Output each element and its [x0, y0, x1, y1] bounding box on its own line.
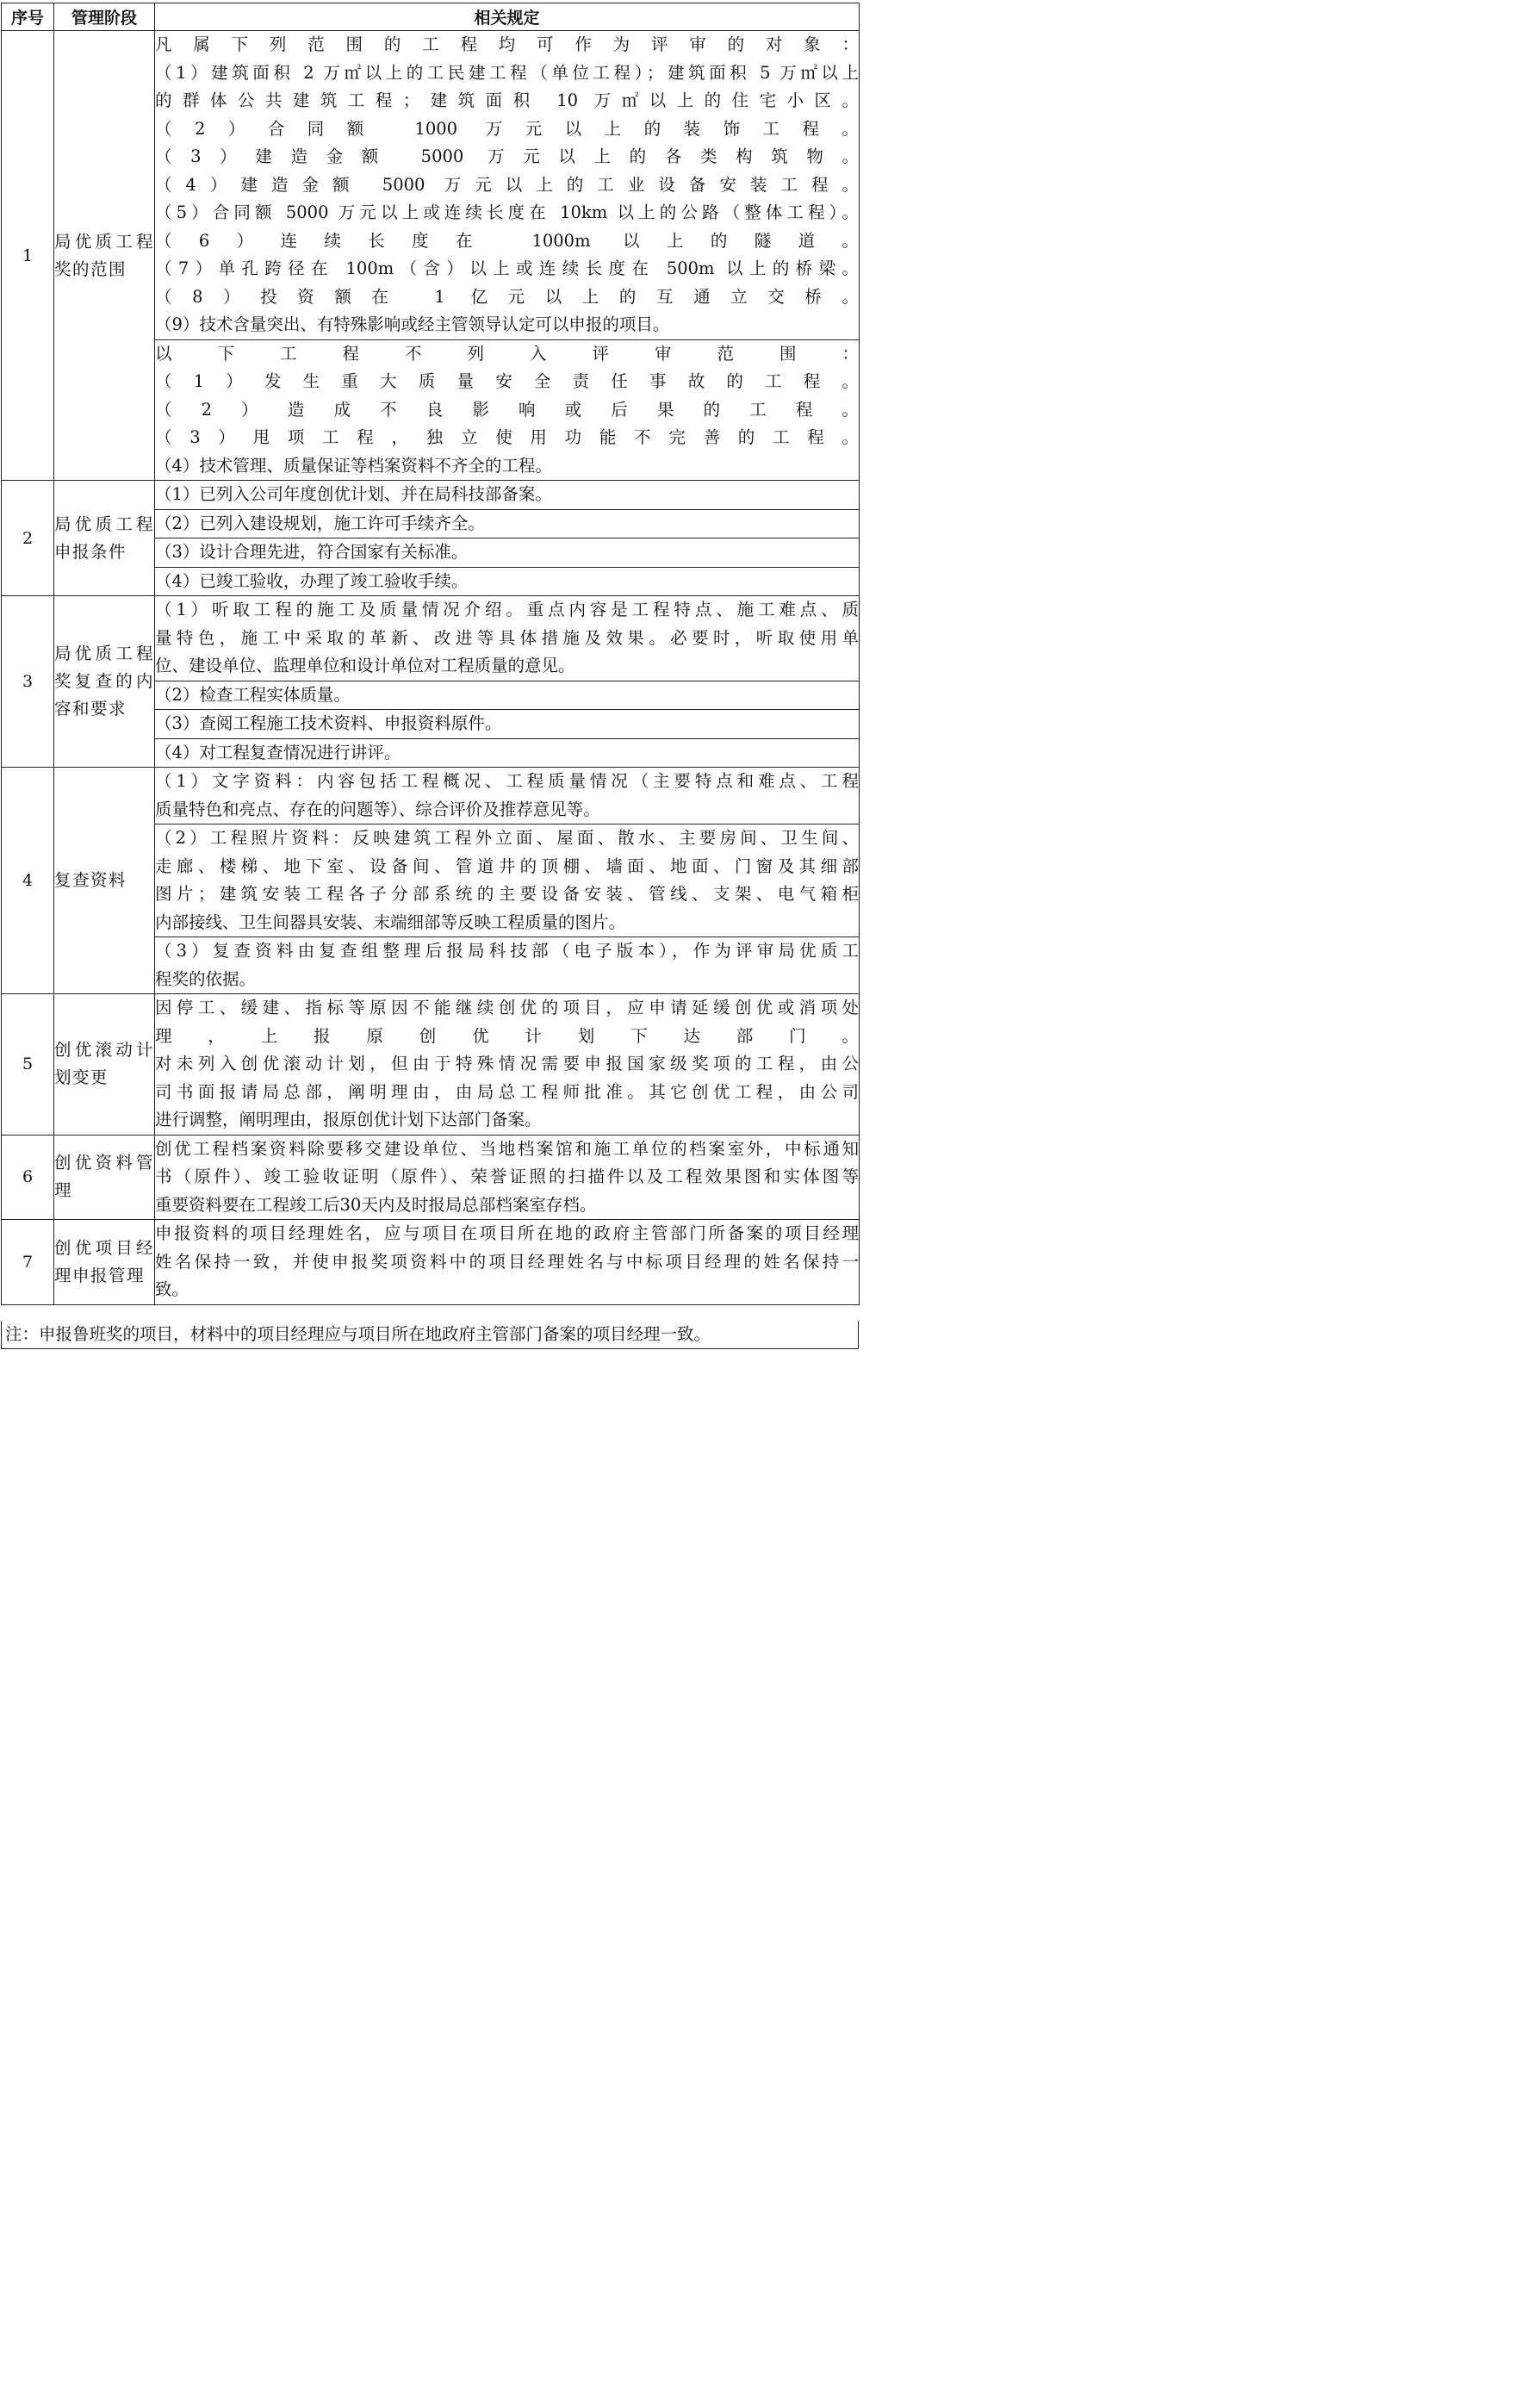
regulation-line: （1）听取工程的施工及质量情况介绍。重点内容是工程特点、施工难点、质 [155, 600, 859, 619]
regulation-line: 书（原件）、竣工验收证明（原件）、荣誉证照的扫描件以及工程效果图和实体图等 [155, 1167, 859, 1186]
document-page [0, 0, 860, 1351]
management-stage: 创优资料管理 [54, 1135, 155, 1220]
regulation-cell [155, 538, 860, 568]
regulation-line: 位、建设单位、监理单位和设计单位对工程质量的意见。 [155, 656, 575, 675]
regulation-cell [155, 710, 860, 739]
row-number: 7 [2, 1220, 54, 1305]
regulation-line: （2）已列入建设规划，施工许可手续齐全。 [155, 513, 485, 533]
regulation-line: （3）复查资料由复查组整理后报局科技部（电子版本），作为评审局优质工 [155, 941, 859, 961]
regulation-cell [155, 768, 860, 824]
regulation-line: 进行调整，阐明理由，报原创优计划下达部门备案。 [155, 1110, 542, 1129]
header-related-regulations: 相关规定 [155, 3, 860, 31]
row-number: 5 [2, 994, 54, 1136]
regulation-cell [155, 994, 860, 1136]
regulation-line: 程奖的依据。 [155, 968, 257, 989]
management-stage: 局优质工程奖复查的内容和要求 [54, 596, 155, 768]
regulation-line: 图片；建筑安装工程各子分部系统的主要设备安装、管线、支架、电气箱柜 [155, 884, 859, 904]
regulation-line: （3）建造金额 5000 万元以上的各类构筑物。 [155, 146, 859, 166]
regulation-line: （7）单孔跨径在 100m（含）以上或连续长度在 500m 以上的桥梁。 [155, 258, 859, 278]
regulation-line: 对未列入创优滚动计划，但由于特殊情况需要申报国家级奖项的工程，由公 [155, 1054, 859, 1073]
table-header-row [2, 3, 860, 31]
table-row [2, 596, 860, 681]
regulation-cell [155, 481, 860, 510]
regulation-line: 姓名保持一致，并使申报奖项资料中的项目经理姓名与中标项目经理的姓名保持一 [155, 1251, 859, 1272]
regulation-cell [155, 681, 860, 710]
regulation-cell [155, 509, 860, 538]
regulation-line: （3）设计合理先进，符合国家有关标准。 [155, 542, 469, 562]
regulation-line: （6）连续长度在 1000m 以上的隧道。 [155, 230, 859, 251]
regulation-line: （3）甩项工程，独立使用功能不完善的工程。 [155, 427, 859, 447]
regulation-table [1, 3, 860, 1305]
regulation-line: 质量特色和亮点、存在的问题等）、综合评价及推荐意见等。 [155, 799, 600, 819]
regulation-cell [155, 567, 860, 596]
regulation-line: （1）发生重大质量安全责任事故的工程。 [155, 371, 859, 391]
management-stage: 局优质工程申报条件 [54, 481, 155, 596]
regulation-line: 重要资料要在工程竣工后30天内及时报局总部档案室存档。 [155, 1194, 597, 1215]
regulation-line: 申报资料的项目经理姓名，应与项目在项目所在地的政府主管部门所备案的项目经理 [155, 1223, 859, 1243]
header-management-stage: 管理阶段 [54, 3, 155, 31]
regulation-line: （4）技术管理、质量保证等档案资料不齐全的工程。 [155, 455, 552, 476]
row-number: 3 [2, 596, 54, 768]
regulation-line: （9）技术含量突出、有特殊影响或经主管领导认定可以申报的项目。 [155, 314, 670, 334]
regulation-line: 致。 [155, 1279, 189, 1299]
regulation-line: （5）合同额 5000 万元以上或连续长度在 10km 以上的公路（整体工程）。 [155, 202, 859, 222]
regulation-line: （1）建筑面积 2 万㎡以上的工民建工程（单位工程）；建筑面积 5 万㎡以上 [155, 62, 859, 83]
regulation-cell [155, 596, 860, 681]
regulation-line: 以下工程不列入评审范围： [155, 343, 859, 364]
regulation-line: 走廊、楼梯、地下室、设备间、管道井的顶棚、墙面、地面、门窗及其细部 [155, 856, 859, 876]
regulation-line: 内部接线、卫生间器具安装、末端细部等反映工程质量的图片。 [155, 912, 626, 932]
row-number: 4 [2, 768, 54, 994]
table-row [2, 768, 860, 824]
regulation-cell [155, 824, 860, 937]
table-row [2, 1220, 860, 1305]
regulation-cell [155, 339, 860, 481]
regulation-line: 司书面报请局总部，阐明理由，由局总工程师批准。其它创优工程，由公司 [155, 1081, 859, 1102]
row-number: 1 [2, 31, 54, 481]
row-number: 2 [2, 481, 54, 596]
footnote: 注：申报鲁班奖的项目，材料中的项目经理应与项目所在地政府主管部门备案的项目经理一致。 [1, 1321, 859, 1349]
management-stage: 局优质工程奖的范围 [54, 31, 155, 481]
regulation-line: 凡属下列范围的工程均可作为评审的对象： [155, 34, 859, 54]
regulation-line: （4）建造金额 5000 万元以上的工业设备安装工程。 [155, 174, 859, 195]
regulation-line: （4）已竣工验收，办理了竣工验收手续。 [155, 570, 469, 591]
regulation-line: （8）投资额在 1 亿元以上的互通立交桥。 [155, 286, 859, 307]
regulation-line: 理，上报原创优计划下达部门。 [155, 1025, 859, 1046]
table-row [2, 481, 860, 510]
regulation-cell [155, 937, 860, 994]
regulation-line: （2）工程照片资料：反映建筑工程外立面、屋面、散水、主要房间、卫生间、 [155, 828, 859, 848]
management-stage: 创优项目经理申报管理 [54, 1220, 155, 1305]
row-number: 6 [2, 1135, 54, 1220]
regulation-cell [155, 738, 860, 768]
regulation-line: 的群体公共建筑工程；建筑面积 10 万㎡以上的住宅小区。 [155, 90, 859, 110]
management-stage: 复查资料 [54, 768, 155, 994]
regulation-line: 量特色，施工中采取的革新、改进等具体措施及效果。必要时，听取使用单 [155, 627, 859, 648]
table-row [2, 1135, 860, 1220]
regulation-line: （1）文字资料：内容包括工程概况、工程质量情况（主要特点和难点、工程 [155, 771, 859, 791]
regulation-line: 因停工、缓建、指标等原因不能继续创优的项目，应申请延缓创优或消项处 [155, 998, 859, 1017]
table-row [2, 994, 860, 1136]
regulation-cell [155, 1135, 860, 1220]
table-row [2, 31, 860, 340]
regulation-line: （2）检查工程实体质量。 [155, 684, 351, 705]
regulation-line: （1）已列入公司年度创优计划、并在局科技部备案。 [155, 484, 552, 504]
regulation-cell [155, 1220, 860, 1305]
regulation-line: 创优工程档案资料除要移交建设单位、当地档案馆和施工单位的档案室外，中标通知 [155, 1138, 859, 1159]
regulation-line: （3）查阅工程施工技术资料、申报资料原件。 [155, 713, 502, 733]
management-stage: 创优滚动计划变更 [54, 994, 155, 1136]
table-body [2, 31, 860, 1305]
regulation-cell [155, 31, 860, 340]
regulation-line: （2）合同额 1000 万元以上的装饰工程。 [155, 118, 859, 139]
regulation-line: （4）对工程复查情况进行讲评。 [155, 742, 401, 762]
regulation-line: （2）造成不良影响或后果的工程。 [155, 399, 859, 420]
header-serial-number: 序号 [2, 3, 54, 31]
